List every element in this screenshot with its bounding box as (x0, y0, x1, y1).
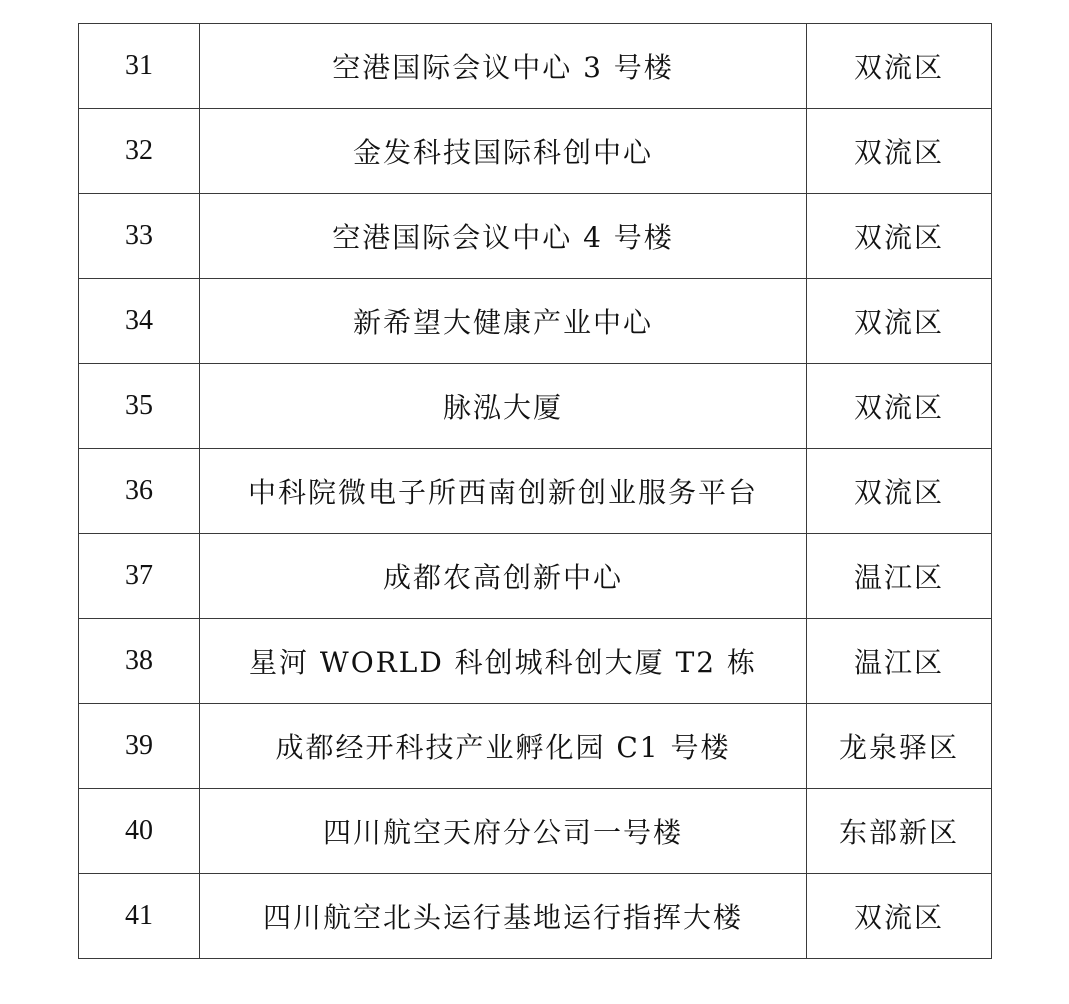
table-row (79, 109, 992, 194)
row-number-cell: 38 (79, 619, 200, 704)
district-cell: 温江区 (807, 534, 992, 619)
building-name-cell: 成都经开科技产业孵化园 C1 号楼 (200, 704, 807, 789)
district-cell: 温江区 (807, 619, 992, 704)
district-cell: 双流区 (807, 24, 992, 109)
row-number-cell: 41 (79, 874, 200, 959)
table-row (79, 534, 992, 619)
table-row (79, 364, 992, 449)
row-number-cell: 36 (79, 449, 200, 534)
district-cell: 双流区 (807, 279, 992, 364)
building-name-cell: 空港国际会议中心 3 号楼 (200, 24, 807, 109)
district-cell: 双流区 (807, 109, 992, 194)
table-body (79, 24, 992, 959)
table-row (79, 24, 992, 109)
building-name-cell: 成都农高创新中心 (200, 534, 807, 619)
row-number-cell: 34 (79, 279, 200, 364)
table-row (79, 874, 992, 959)
building-name-cell: 中科院微电子所西南创新创业服务平台 (200, 449, 807, 534)
table-row (79, 619, 992, 704)
table-row (79, 449, 992, 534)
row-number-cell: 37 (79, 534, 200, 619)
table-row (79, 194, 992, 279)
table-row (79, 704, 992, 789)
building-name-cell: 新希望大健康产业中心 (200, 279, 807, 364)
row-number-cell: 32 (79, 109, 200, 194)
district-cell: 双流区 (807, 874, 992, 959)
row-number-cell: 35 (79, 364, 200, 449)
building-name-cell: 脉泓大厦 (200, 364, 807, 449)
table-row (79, 279, 992, 364)
building-name-cell: 星河 WORLD 科创城科创大厦 T2 栋 (200, 619, 807, 704)
row-number-cell: 33 (79, 194, 200, 279)
buildings-table (78, 23, 992, 959)
district-cell: 东部新区 (807, 789, 992, 874)
building-name-cell: 金发科技国际科创中心 (200, 109, 807, 194)
building-name-cell: 四川航空北头运行基地运行指挥大楼 (200, 874, 807, 959)
building-name-cell: 四川航空天府分公司一号楼 (200, 789, 807, 874)
row-number-cell: 40 (79, 789, 200, 874)
row-number-cell: 39 (79, 704, 200, 789)
district-cell: 龙泉驿区 (807, 704, 992, 789)
row-number-cell: 31 (79, 24, 200, 109)
building-name-cell: 空港国际会议中心 4 号楼 (200, 194, 807, 279)
table-row (79, 789, 992, 874)
district-cell: 双流区 (807, 194, 992, 279)
district-cell: 双流区 (807, 449, 992, 534)
district-cell: 双流区 (807, 364, 992, 449)
